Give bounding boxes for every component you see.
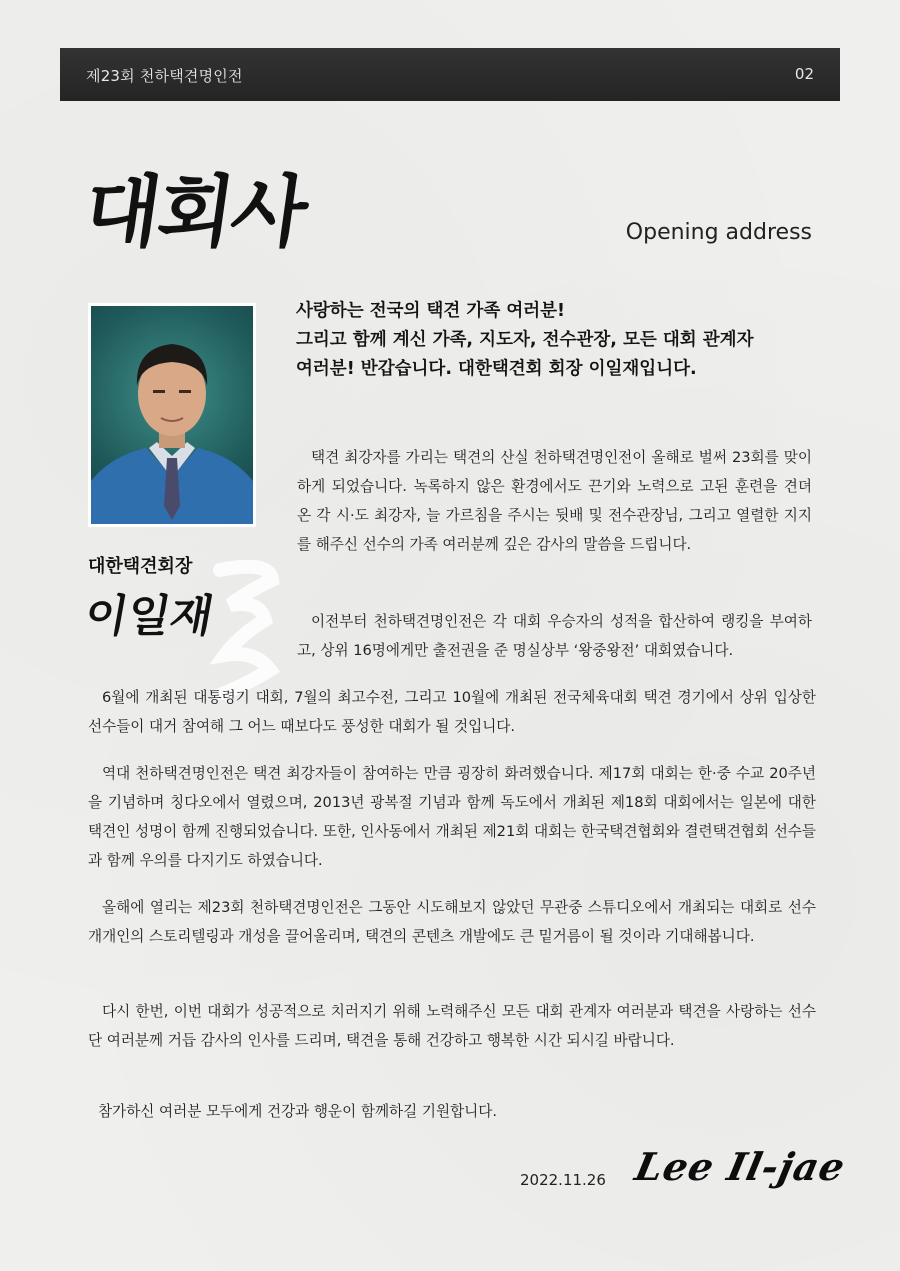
body-paragraph: 택견 최강자를 가리는 택견의 산실 천하택견명인전이 올해로 벌써 23회를 맞이하게 되었습니다. 녹록하지 않은 환경에서도 끈기와 노력으로 고된 훈련을 견뎌 온 각 시·도 최강자, 늘 가르침을 주시는 뒷배 및 전수관장님, 그리고 열렬한 지지를 해주신 선수의 가족 여러분께 깊은 감사의 말씀을 드립니다.: [297, 449, 812, 553]
body-paragraph: 참가하신 여러분 모두에게 건강과 행운이 함께하길 기원합니다.: [98, 1103, 498, 1120]
portrait-photo: [88, 303, 256, 527]
speaker-role: 대한택견회장: [88, 556, 193, 577]
brush-stroke-decoration: [210, 560, 290, 700]
page-title: 대회사: [78, 167, 312, 258]
body-paragraph: 역대 천하택견명인전은 택견 최강자들이 참여하는 만큼 굉장히 화려했습니다. 제17회 대회는 한·중 수교 20주년을 기념하며 칭다오에서 열렸으며, 2013년 광복절 기념과 함께 독도에서 개최된 제18회 대회에서는 일본에 대한 택견인 성명이 함께 진행되었습니다. 또한, 인사동에서 개최된 제21회 대회는 한국택견협회와 결련택견협회 선수들과 함께 우의를 다지기도 하였습니다.: [88, 765, 816, 869]
greeting-line: 사랑하는 전국의 택견 가족 여러분!: [296, 301, 566, 321]
page-subtitle: Opening address: [625, 220, 812, 245]
greeting-line: 그리고 함께 계신 가족, 지도자, 전수관장, 모든 대회 관계자: [296, 330, 754, 350]
body-paragraph: 올해에 열리는 제23회 천하택견명인전은 그동안 시도해보지 않았던 무관중 스튜디오에서 개최되는 대회로 선수 개개인의 스토리텔링과 개성을 끌어올리며, 택견의 콘텐츠 개발에도 큰 밑거름이 될 것이라 기대해봅니다.: [88, 899, 816, 945]
page-number: 02: [794, 65, 814, 83]
body-paragraph: 6월에 개최된 대통령기 대회, 7월의 최고수전, 그리고 10월에 개최된 전국체육대회 택견 경기에서 상위 입상한 선수들이 대거 참여해 그 어느 때보다도 풍성한 대회가 될 것입니다.: [88, 689, 816, 735]
body-paragraph: 이전부터 천하택견명인전은 각 대회 우승자의 성적을 합산하여 랭킹을 부여하고, 상위 16명에게만 출전권을 준 명실상부 ‘왕중왕전’ 대회였습니다.: [297, 613, 812, 659]
header-title: 제23회 천하택견명인전: [86, 67, 243, 85]
header-bar: [60, 48, 840, 101]
document-date: 2022.11.26: [520, 1171, 606, 1189]
greeting-line: 여러분! 반갑습니다. 대한택견회 회장 이일재입니다.: [296, 359, 697, 379]
body-paragraph: 다시 한번, 이번 대회가 성공적으로 치러지기 위해 노력해주신 모든 대회 관계자 여러분과 택견을 사랑하는 선수단 여러분께 거듭 감사의 인사를 드리며, 택견을 통해 건강하고 행복한 시간 되시길 바랍니다.: [88, 1003, 816, 1049]
greeting-block: [296, 297, 816, 384]
signature: Lee Il-jae: [631, 1144, 850, 1189]
speaker-name: 이일재: [80, 591, 218, 642]
